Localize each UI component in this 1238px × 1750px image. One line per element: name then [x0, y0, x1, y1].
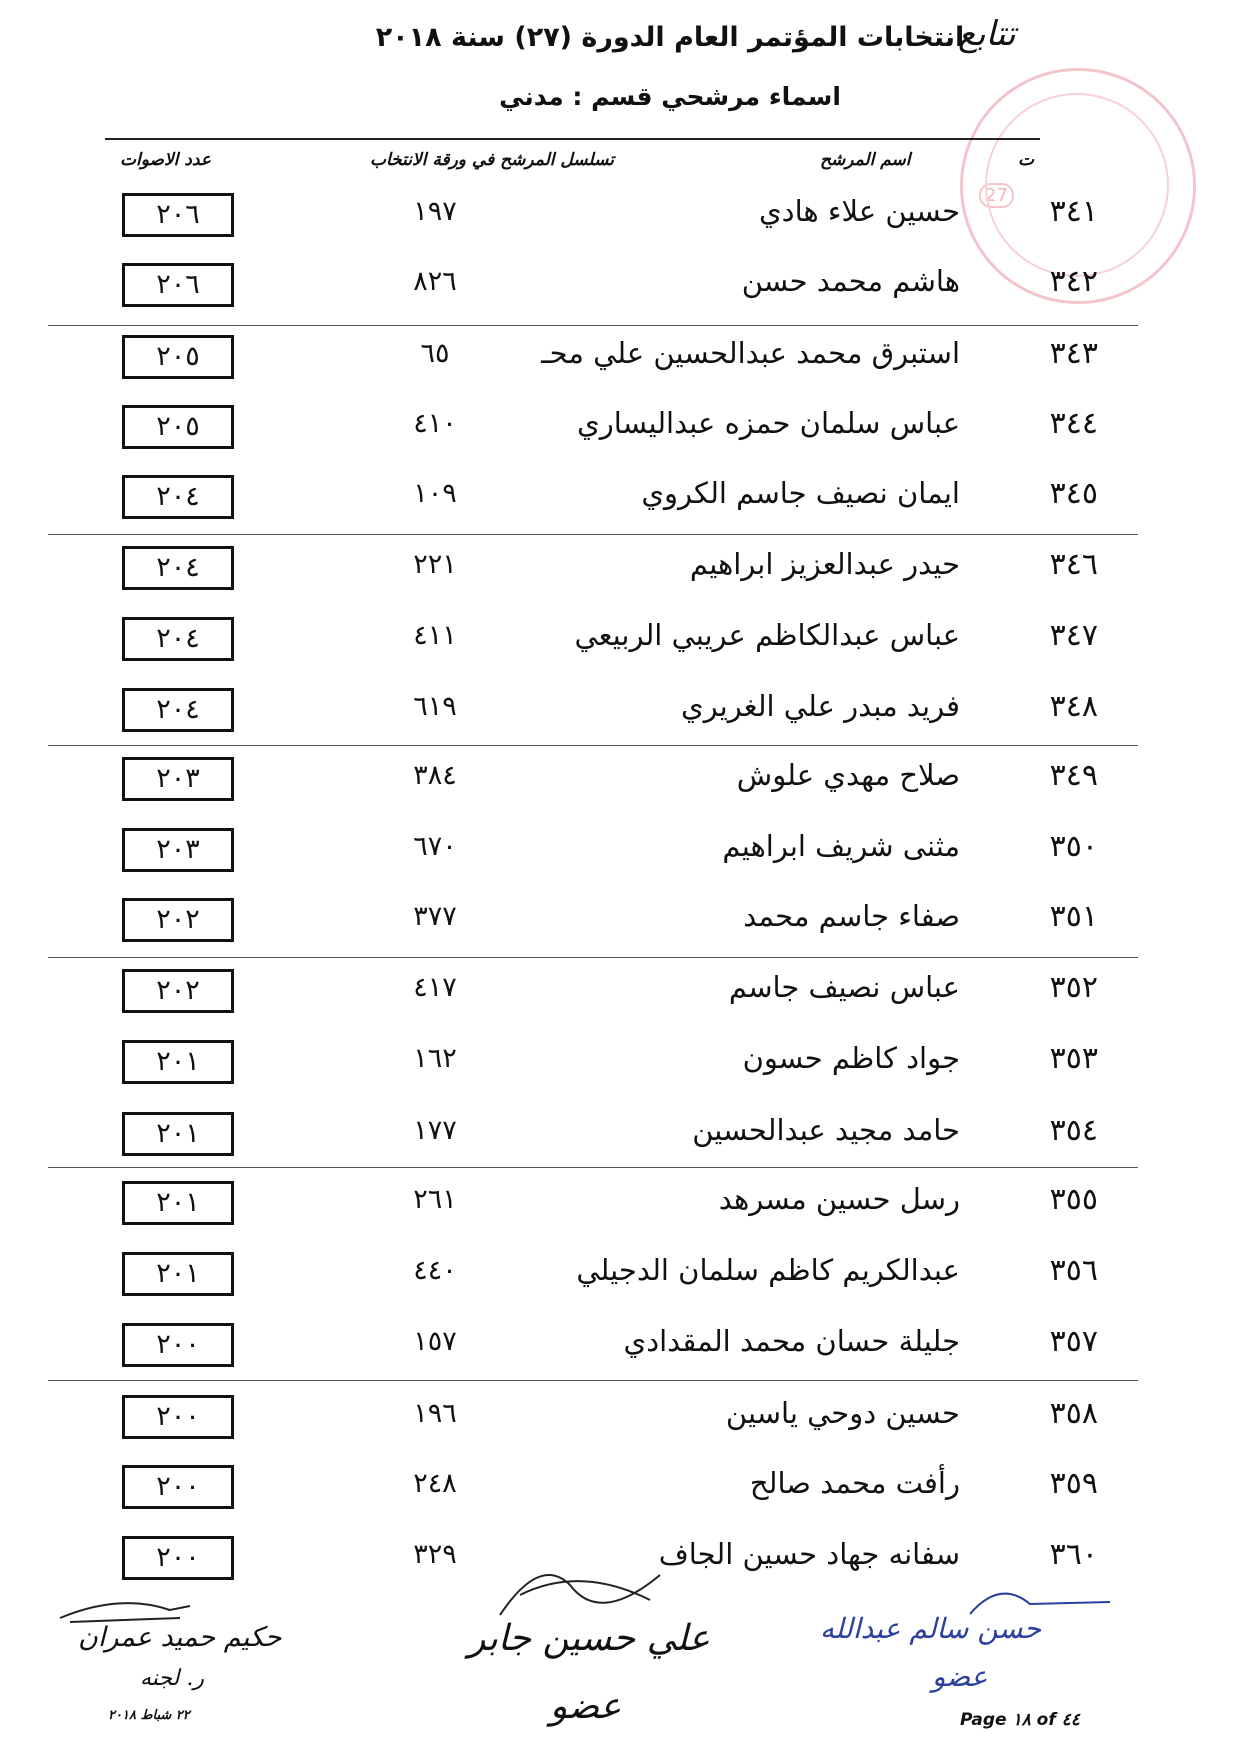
- vote-count-box: ٢٠٠: [122, 1395, 234, 1439]
- center-signer-role: عضو: [550, 1686, 622, 1727]
- candidate-name: رأفت محمد صالح: [749, 1466, 960, 1500]
- row-number: ٣٥٤: [1049, 1113, 1098, 1148]
- row-separator: [48, 1167, 1138, 1168]
- right-signer-role: عضو: [932, 1660, 988, 1693]
- row-separator: [48, 745, 1138, 746]
- row-separator: [48, 325, 1138, 326]
- candidate-name: عبدالكريم كاظم سلمان الدجيلي: [576, 1253, 960, 1287]
- row-number: ٣٦٠: [1049, 1537, 1098, 1572]
- document-title: انتخابات المؤتمر العام الدورة (٢٧) سنة ٢٠١٨: [375, 22, 965, 53]
- row-number: ٣٥٥: [1049, 1182, 1098, 1217]
- vote-count-box: ٢٠٠: [122, 1323, 234, 1367]
- vote-count-box: ٢٠٢: [122, 898, 234, 942]
- candidate-name: صلاح مهدي علوش: [736, 758, 960, 792]
- row-number: ٣٥٢: [1049, 970, 1098, 1005]
- candidate-name: حسين دوحي ياسين: [725, 1396, 960, 1430]
- ballot-serial: ٨٢٦: [413, 266, 457, 297]
- row-number: ٣٤٧: [1049, 618, 1098, 653]
- ballot-serial: ٤١٠: [413, 408, 457, 439]
- ballot-serial: ٤٤٠: [413, 1255, 457, 1286]
- row-number: ٣٥٣: [1049, 1041, 1098, 1076]
- ballot-serial: ٣٧٧: [413, 901, 457, 932]
- ballot-serial: ٣٨٤: [413, 760, 457, 791]
- vote-count-box: ٢٠٥: [122, 405, 234, 449]
- ballot-serial: ١٩٦: [413, 1398, 457, 1429]
- candidate-name: عباس نصيف جاسم: [728, 970, 960, 1004]
- footer-date: ٢٢ شباط ٢٠١٨: [108, 1708, 190, 1723]
- ballot-serial: ٦٧٠: [413, 831, 457, 862]
- vote-count-box: ٢٠٢: [122, 969, 234, 1013]
- row-number: ٣٤٥: [1049, 476, 1098, 511]
- vote-count-box: ٢٠٤: [122, 617, 234, 661]
- candidate-name: استبرق محمد عبدالحسين علي محـ: [541, 336, 960, 370]
- ballot-serial: ٦١٩: [413, 691, 457, 722]
- vote-count-box: ٢٠٤: [122, 475, 234, 519]
- ballot-serial: ٤١١: [413, 620, 457, 651]
- vote-count-box: ٢٠٣: [122, 757, 234, 801]
- column-header-name: اسم المرشح: [820, 150, 911, 170]
- candidate-name: رسل حسين مسرهد: [718, 1182, 960, 1216]
- ballot-serial: ٦٥: [420, 338, 450, 369]
- left-signer-role: ر. لجنه: [140, 1666, 204, 1691]
- candidate-name: سفانه جهاد حسين الجاف: [658, 1537, 960, 1571]
- vote-count-box: ٢٠١: [122, 1252, 234, 1296]
- ballot-serial: ١٦٢: [413, 1043, 457, 1074]
- candidate-name: صفاء جاسم محمد: [743, 899, 960, 933]
- row-number: ٣٥١: [1049, 899, 1098, 934]
- left-signer-name: حكيم حميد عمران: [78, 1622, 282, 1653]
- candidate-name: جليلة حسان محمد المقدادي: [623, 1324, 960, 1358]
- vote-count-box: ٢٠٦: [122, 193, 234, 237]
- row-number: ٣٥٠: [1049, 829, 1098, 864]
- vote-count-box: ٢٠٤: [122, 688, 234, 732]
- header-underline: [105, 138, 1040, 140]
- candidate-name: مثنى شريف ابراهيم: [722, 829, 960, 863]
- vote-count-box: ٢٠١: [122, 1112, 234, 1156]
- row-number: ٣٥٨: [1049, 1396, 1098, 1431]
- row-number: ٣٥٦: [1049, 1253, 1098, 1288]
- candidate-name: جواد كاظم حسون: [742, 1041, 960, 1075]
- vote-count-box: ٢٠٠: [122, 1536, 234, 1580]
- vote-count-box: ٢٠٦: [122, 263, 234, 307]
- ballot-serial: ١٧٧: [413, 1115, 457, 1146]
- column-header-serial: تسلسل المرشح في ورقة الانتخاب: [370, 150, 614, 170]
- vote-count-box: ٢٠١: [122, 1181, 234, 1225]
- center-signer-name: علي حسين جابر: [468, 1618, 711, 1659]
- row-number: ٣٥٩: [1049, 1466, 1098, 1501]
- ballot-serial: ٢٢١: [413, 549, 457, 580]
- vote-count-box: ٢٠٣: [122, 828, 234, 872]
- row-separator: [48, 534, 1138, 535]
- row-number: ٣٤١: [1049, 194, 1098, 229]
- seal-number: 27: [979, 183, 1014, 208]
- ballot-serial: ١٩٧: [413, 196, 457, 227]
- row-number: ٣٤٣: [1049, 336, 1098, 371]
- candidate-name: حسين علاء هادي: [758, 194, 960, 228]
- candidate-name: فريد مبدر علي الغريري: [680, 689, 960, 723]
- candidate-name: عباس عبدالكاظم عريبي الربيعي: [574, 618, 960, 652]
- ballot-serial: ١٠٩: [413, 478, 457, 509]
- ballot-serial: ١٥٧: [413, 1326, 457, 1357]
- row-separator: [48, 1380, 1138, 1381]
- row-number: ٣٤٤: [1049, 406, 1098, 441]
- candidate-name: هاشم محمد حسن: [741, 264, 960, 298]
- candidate-name: حامد مجيد عبدالحسين: [692, 1113, 960, 1147]
- ballot-serial: ٢٦١: [413, 1184, 457, 1215]
- vote-count-box: ٢٠٠: [122, 1465, 234, 1509]
- row-number: ٣٤٢: [1049, 264, 1098, 299]
- row-separator: [48, 957, 1138, 958]
- row-number: ٣٤٩: [1049, 758, 1098, 793]
- column-header-votes: عدد الاصوات: [120, 150, 211, 170]
- column-header-number: ت: [1018, 150, 1035, 170]
- handwritten-continued-note: تتابع: [958, 14, 1016, 54]
- ballot-serial: ٤١٧: [413, 972, 457, 1003]
- vote-count-box: ٢٠٥: [122, 335, 234, 379]
- candidate-name: حيدر عبدالعزيز ابراهيم: [689, 547, 960, 581]
- ballot-serial: ٢٤٨: [413, 1468, 457, 1499]
- candidate-name: ايمان نصيف جاسم الكروي: [641, 476, 960, 510]
- right-signer-name: حسن سالم عبدالله: [820, 1612, 1042, 1645]
- document-subtitle: اسماء مرشحي قسم : مدني: [499, 82, 841, 111]
- candidate-name: عباس سلمان حمزه عبداليساري: [577, 406, 960, 440]
- vote-count-box: ٢٠٤: [122, 546, 234, 590]
- row-number: ٣٥٧: [1049, 1324, 1098, 1359]
- page-indicator: Page ١٨ of ٤٤: [960, 1710, 1080, 1730]
- ballot-serial: ٣٢٩: [413, 1539, 457, 1570]
- row-number: ٣٤٦: [1049, 547, 1098, 582]
- row-number: ٣٤٨: [1049, 689, 1098, 724]
- vote-count-box: ٢٠١: [122, 1040, 234, 1084]
